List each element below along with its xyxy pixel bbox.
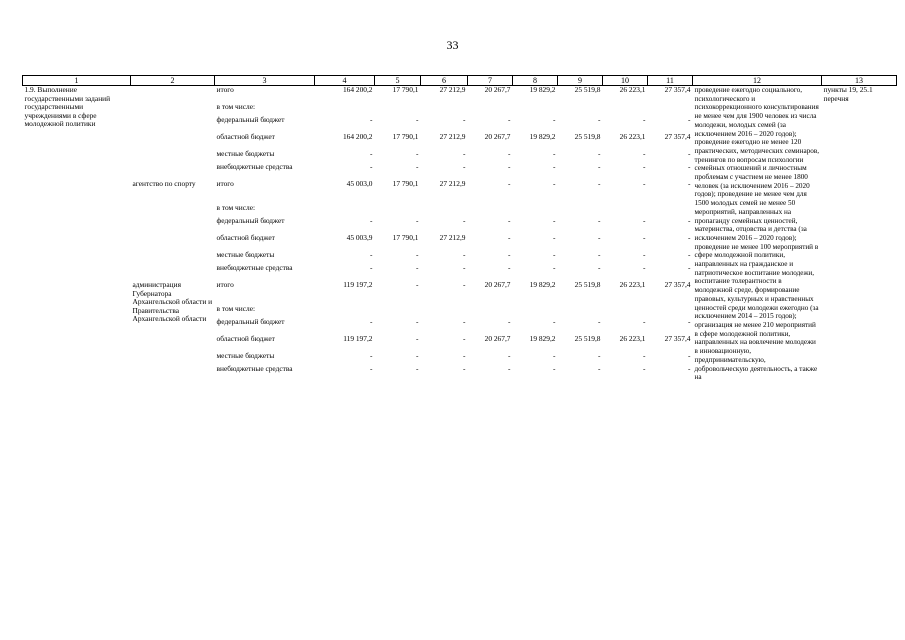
amount-cell <box>468 103 513 116</box>
amount-cell: - <box>508 363 511 373</box>
page-number: 33 <box>446 38 459 52</box>
amount-cell: - <box>688 215 691 225</box>
col-header: 12 <box>693 76 822 86</box>
amount-cell: 27 212,9 <box>439 179 466 188</box>
amount-cell <box>421 103 468 116</box>
amount-cell: 17 790,1 <box>392 85 419 94</box>
amount-cell: - <box>688 149 691 158</box>
amount-cell: - <box>553 179 556 188</box>
source-label: местные бюджеты <box>216 350 275 360</box>
amount-cell: 19 829,2 <box>529 279 556 289</box>
amount-cell: 25 519,8 <box>574 132 601 141</box>
amount-cell <box>558 204 603 217</box>
amount-cell: 27 212,9 <box>439 232 466 242</box>
amount-cell <box>315 305 375 318</box>
amount-cell: - <box>416 149 419 158</box>
amount-cell: - <box>463 162 466 171</box>
amount-cell: - <box>508 316 511 326</box>
amount-cell: - <box>416 363 419 373</box>
amount-cell: 17 790,1 <box>392 179 419 188</box>
amount-cell: 119 197,2 <box>343 279 373 289</box>
source-label: областной бюджет <box>216 333 275 343</box>
amount-cell: 27 357,4 <box>664 85 691 94</box>
amount-cell: - <box>643 232 646 242</box>
amount-cell: - <box>416 162 419 171</box>
amount-cell: - <box>463 350 466 360</box>
amount-cell: - <box>370 215 373 225</box>
amount-cell <box>315 103 375 116</box>
amount-cell: - <box>508 262 511 272</box>
executor-cell: администрация Губернатора Архангельской области и Правительства Архангельской области <box>132 279 213 324</box>
amount-cell: - <box>416 350 419 360</box>
amount-cell: - <box>553 115 556 124</box>
amount-cell: - <box>688 350 691 360</box>
amount-cell: - <box>643 350 646 360</box>
amount-cell: - <box>643 215 646 225</box>
amount-cell: - <box>463 316 466 326</box>
amount-cell: - <box>598 232 601 242</box>
amount-cell: 26 223,1 <box>619 85 646 94</box>
executor-cell: агентство по спорту <box>132 179 196 188</box>
amount-cell <box>375 103 421 116</box>
source-label: федеральный бюджет <box>216 115 285 124</box>
amount-cell: - <box>598 162 601 171</box>
amount-cell: - <box>598 179 601 188</box>
col-header: 7 <box>468 76 513 86</box>
amount-cell: - <box>598 115 601 124</box>
col-header: 10 <box>603 76 648 86</box>
amount-cell: - <box>688 249 691 259</box>
amount-cell: - <box>598 215 601 225</box>
amount-cell: 27 212,9 <box>439 132 466 141</box>
source-label: местные бюджеты <box>216 249 275 259</box>
amount-cell: - <box>416 215 419 225</box>
col-header: 2 <box>131 76 215 86</box>
amount-cell: - <box>643 363 646 373</box>
amount-cell: - <box>508 115 511 124</box>
amount-cell: - <box>508 232 511 242</box>
amount-cell: 19 829,2 <box>529 132 556 141</box>
amount-cell: - <box>463 363 466 373</box>
amount-cell: 17 790,1 <box>392 232 419 242</box>
amount-cell: - <box>598 316 601 326</box>
col-header: 13 <box>822 76 897 86</box>
amount-cell <box>513 204 558 217</box>
amount-cell: - <box>598 363 601 373</box>
amount-cell <box>421 305 468 318</box>
amount-cell: 119 197,2 <box>343 333 373 343</box>
amount-cell: - <box>463 149 466 158</box>
amount-cell: - <box>598 249 601 259</box>
amount-cell: - <box>508 162 511 171</box>
amount-cell: - <box>370 363 373 373</box>
amount-cell: - <box>370 249 373 259</box>
amount-cell <box>648 305 693 318</box>
amount-cell: - <box>370 316 373 326</box>
amount-cell: - <box>688 232 691 242</box>
amount-cell: 25 519,8 <box>574 333 601 343</box>
amount-cell: - <box>553 215 556 225</box>
amount-cell: 27 357,4 <box>664 132 691 141</box>
amount-cell: - <box>463 249 466 259</box>
items-reference: пункты 19, 25.1 перечня <box>823 85 873 103</box>
amount-cell <box>648 103 693 116</box>
source-label: областной бюджет <box>216 132 275 141</box>
amount-cell: - <box>508 179 511 188</box>
amount-cell: 45 003,0 <box>346 179 373 188</box>
amount-cell: - <box>688 262 691 272</box>
amount-cell: - <box>553 149 556 158</box>
amount-cell: - <box>688 162 691 171</box>
amount-cell: - <box>416 262 419 272</box>
amount-cell: - <box>508 149 511 158</box>
amount-cell: - <box>508 215 511 225</box>
amount-cell: 20 267,7 <box>484 132 511 141</box>
amount-cell: - <box>370 162 373 171</box>
source-label: областной бюджет <box>216 232 275 242</box>
amount-cell <box>468 305 513 318</box>
amount-cell: - <box>553 232 556 242</box>
source-label: в том числе: <box>216 303 256 313</box>
executor-cell <box>131 86 215 181</box>
amount-cell: - <box>643 316 646 326</box>
amount-cell: - <box>643 262 646 272</box>
amount-cell: - <box>416 333 419 343</box>
amount-cell <box>558 103 603 116</box>
amount-cell: - <box>643 249 646 259</box>
amount-cell <box>603 305 648 318</box>
col-header: 6 <box>421 76 468 86</box>
amount-cell: - <box>463 279 466 289</box>
amount-cell: 26 223,1 <box>619 279 646 289</box>
amount-cell <box>315 204 375 217</box>
source-label: итого <box>216 85 234 94</box>
amount-cell: - <box>463 215 466 225</box>
col-header: 3 <box>215 76 315 86</box>
amount-cell: - <box>508 350 511 360</box>
amount-cell: - <box>643 179 646 188</box>
amount-cell: - <box>416 115 419 124</box>
amount-cell: - <box>553 249 556 259</box>
source-label: итого <box>216 279 234 289</box>
amount-cell: - <box>688 316 691 326</box>
amount-cell: 25 519,8 <box>574 279 601 289</box>
amount-cell: - <box>370 262 373 272</box>
amount-cell: - <box>463 333 466 343</box>
col-header: 8 <box>513 76 558 86</box>
amount-cell: - <box>370 149 373 158</box>
source-label: в том числе: <box>216 102 256 111</box>
amount-cell: 25 519,8 <box>574 85 601 94</box>
amount-cell: - <box>643 149 646 158</box>
amount-cell <box>513 103 558 116</box>
amount-cell: - <box>643 115 646 124</box>
amount-cell: 26 223,1 <box>619 132 646 141</box>
amount-cell <box>558 305 603 318</box>
col-header: 5 <box>375 76 421 86</box>
amount-cell: - <box>416 249 419 259</box>
amount-cell <box>603 204 648 217</box>
table-row <box>23 86 897 104</box>
amount-cell: 20 267,7 <box>484 333 511 343</box>
source-label: федеральный бюджет <box>216 215 285 225</box>
amount-cell: - <box>508 249 511 259</box>
results-description: проведение ежегодно социального, психологического и психокоррекционного консультирования не менее чем для 1900 человек из числа молодежи, молодых семей (за исключением 2016 – 2020 годов); проведение ежегодно не менее 120 практических, методических семинаров, тренингов по вопросам психологии семейных отношений и личностным проблемам с участием не менее 1800 человек (за исключением 2016 – 2020 годов); проведение не менее чем для 1500 молодых семей не менее 50 мероприятий, направленных на пропаганду семейных ценностей, материнства, отцовства и детства (за исключением 2016 – 2020 годов); проведение не менее 100 мероприятий в сфере молодежной политики, направленных на гражданское и патриотическое воспитание молодежи, воспитание толерантности в молодежной среде, формирование правовых, культурных и нравственных ценностей среди молодежи ежегодно (за исключением 2014 – 2015 годов); организация не менее 210 мероприятий в сфере молодежной политики, направленных на вовлечение молодежи в инновационную, предпринимательскую, добровольческую деятельность, а также на <box>694 86 820 382</box>
amount-cell: - <box>553 262 556 272</box>
col-header: 9 <box>558 76 603 86</box>
amount-cell: - <box>463 262 466 272</box>
amount-cell: 164 200,2 <box>342 85 373 94</box>
amount-cell <box>513 305 558 318</box>
source-label: местные бюджеты <box>216 149 275 158</box>
amount-cell: - <box>598 262 601 272</box>
col-header: 4 <box>315 76 375 86</box>
amount-cell: 27 357,4 <box>664 279 691 289</box>
amount-cell: - <box>688 179 691 188</box>
amount-cell: - <box>553 316 556 326</box>
amount-cell: - <box>416 279 419 289</box>
source-label: в том числе: <box>216 202 256 212</box>
amount-cell: - <box>598 149 601 158</box>
amount-cell: 164 200,2 <box>342 132 373 141</box>
amount-cell: - <box>643 162 646 171</box>
header-row <box>23 76 897 86</box>
amount-cell: - <box>370 115 373 124</box>
source-label: внебюджетные средства <box>216 363 293 373</box>
amount-cell <box>468 204 513 217</box>
amount-cell: - <box>370 350 373 360</box>
amount-cell: 27 357,4 <box>664 333 691 343</box>
budget-table <box>22 75 897 382</box>
amount-cell <box>375 305 421 318</box>
amount-cell: - <box>553 363 556 373</box>
amount-cell <box>603 103 648 116</box>
source-label: внебюджетные средства <box>216 262 293 272</box>
amount-cell: 17 790,1 <box>392 132 419 141</box>
amount-cell: - <box>463 115 466 124</box>
amount-cell: 20 267,7 <box>484 279 511 289</box>
col-header: 11 <box>648 76 693 86</box>
amount-cell: - <box>688 363 691 373</box>
source-label: внебюджетные средства <box>216 162 293 171</box>
amount-cell: - <box>553 162 556 171</box>
amount-cell <box>421 204 468 217</box>
amount-cell: 45 003,9 <box>346 232 373 242</box>
row-name: 1.9. Выполнение государственными заданий государственными учреждениями в сфере молодежной политики <box>24 85 111 129</box>
amount-cell: - <box>416 316 419 326</box>
amount-cell: 26 223,1 <box>619 333 646 343</box>
amount-cell: - <box>553 350 556 360</box>
source-label: итого <box>216 179 234 188</box>
amount-cell <box>648 204 693 217</box>
col-header: 1 <box>23 76 131 86</box>
amount-cell: 19 829,2 <box>529 333 556 343</box>
amount-cell: 27 212,9 <box>439 85 466 94</box>
amount-cell: 19 829,2 <box>529 85 556 94</box>
amount-cell: 20 267,7 <box>484 85 511 94</box>
amount-cell: - <box>598 350 601 360</box>
amount-cell: - <box>688 115 691 124</box>
amount-cell <box>375 204 421 217</box>
source-label: федеральный бюджет <box>216 316 285 326</box>
